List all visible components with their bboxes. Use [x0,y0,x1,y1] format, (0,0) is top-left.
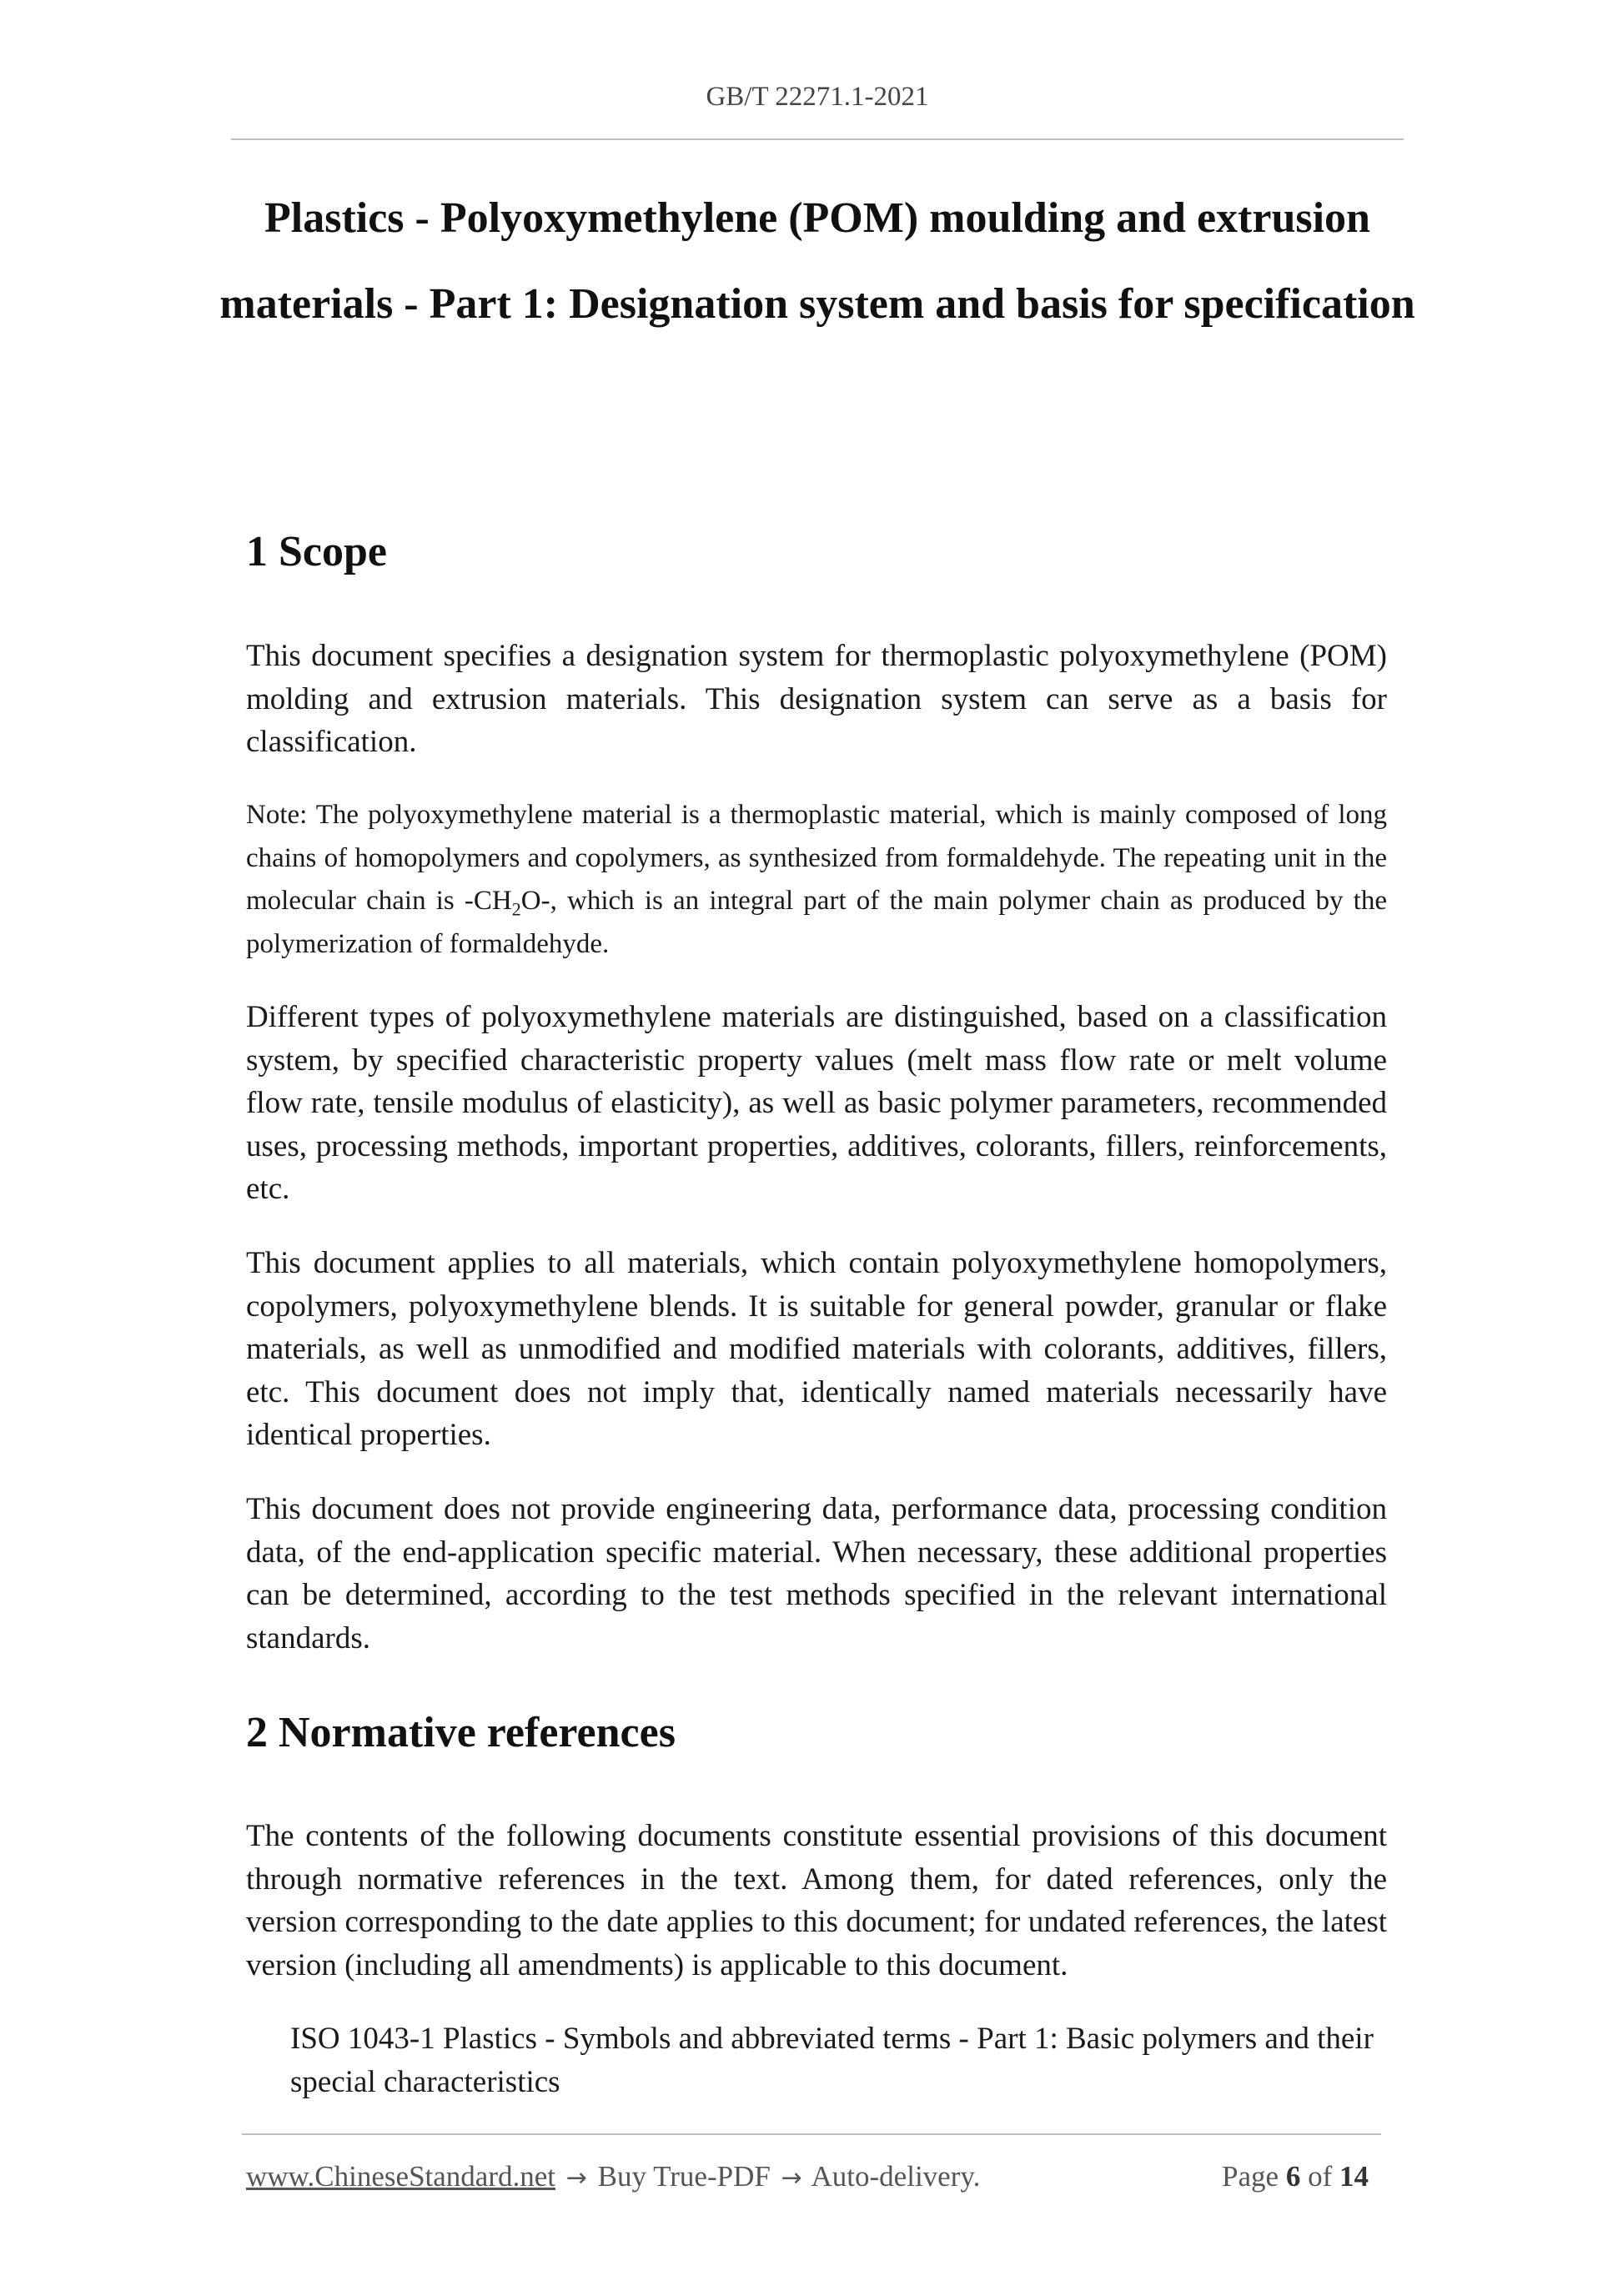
scope-paragraph-3: This document applies to all materials, which contain polyoxymethylene homopolymers, copolymers, polyoxymethylene blends. It is suitable for general powder, granular or flake materials, as well as unmodified and modified materials with colorants, additives, fillers, etc. This document does not imply that, identically named materials necessarily have identical properties. [246,1246,1387,1452]
note-subscript: 2 [511,898,521,920]
arrow-right-icon: → [781,2163,802,2193]
running-header: GB/T 22271.1-2021 [706,82,929,112]
page-indicator [1222,2160,1369,2193]
section-heading-scope: 1 Scope [246,528,387,575]
note-text-after: O-, which is an integral part of the main polymer chain as produced by the polymerization of formaldehyde. [246,886,1387,959]
footer-left [246,2160,980,2193]
section-heading-normative-references: 2 Normative references [246,1709,676,1756]
page-footer [246,2160,1387,2197]
total-pages: 14 [1339,2160,1369,2193]
buy-true-pdf-text: Buy True-PDF [597,2160,771,2193]
of-word: of [1308,2160,1333,2193]
website-link[interactable]: www.ChineseStandard.net [246,2160,555,2193]
page-number: 6 [1285,2160,1301,2193]
auto-delivery-text: Auto-delivery. [811,2160,981,2193]
scope-paragraph-4: This document does not provide engineering data, performance data, processing condition data, of the end-application specific material. When necessary, these additional properties can be determined, according to the test methods specified in the relevant international standards. [246,1492,1387,1655]
footer-divider [242,2133,1381,2135]
arrow-right-icon: → [565,2163,587,2193]
note-text-before: Note: The polyoxymethylene material is a thermoplastic material, which is mainly composed of long chains of homopolymers and copolymers, as synthesized from formaldehyde. The repeating unit in the molecular chain is -CH [246,800,1387,916]
scope-paragraph-1: This document specifies a designation system for thermoplastic polyoxymethylene (POM) molding and extrusion materials. This designation system can serve as a basis for classification. [246,639,1387,759]
reference-item: ISO 1043-1 Plastics - Symbols and abbreviated terms - Part 1: Basic polymers and their special characteristics [290,2022,1374,2099]
header-divider [231,138,1404,140]
scope-note [246,794,1387,966]
document-title: Plastics - Polyoxymethylene (POM) moulding and extrusion materials - Part 1: Designation system and basis for specification [219,194,1415,328]
normative-paragraph-1: The contents of the following documents constitute essential provisions of this document through normative references in the text. Among them, for dated references, only the version corresponding to the date applies to this document; for undated references, the latest version (including all amendments) is applicable to this document. [246,1819,1387,1982]
scope-paragraph-2: Different types of polyoxymethylene materials are distinguished, based on a classification system, by specified characteristic property values (melt mass flow rate or melt volume flow rate, tensile modulus of elasticity), as well as basic polymer parameters, recommended uses, processing methods, important properties, additives, colorants, fillers, reinforcements, etc. [246,1000,1387,1206]
page-word: Page [1222,2160,1279,2193]
